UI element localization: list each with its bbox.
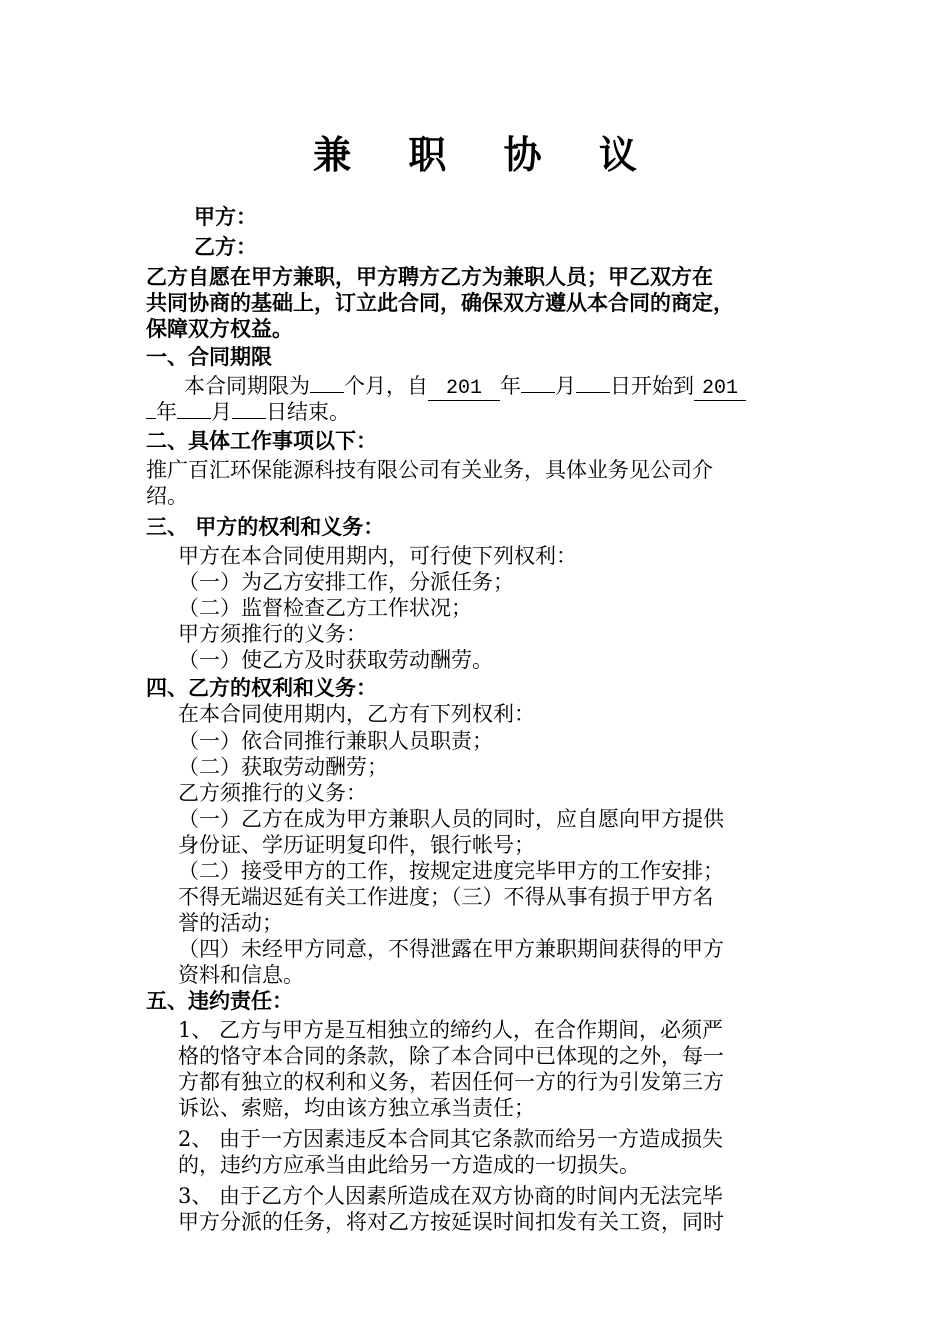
liability-line: 格的恪守本合同的条款，除了本合同中已体现的之外，每一 xyxy=(178,1044,724,1068)
party-a-label: 甲方： xyxy=(194,205,257,229)
party-b-line: （二）接受甲方的工作，按规定进度完毕甲方的工作安排； xyxy=(178,859,724,883)
party-b-line: 资料和信息。 xyxy=(178,963,304,987)
party-b-line: （二）获取劳动酬劳； xyxy=(178,755,388,779)
work-line: 推广百汇环保能源科技有限公司有关业务，具体业务见公司介 xyxy=(146,458,713,482)
party-b-line: 乙方须推行的义务： xyxy=(178,781,367,805)
end-year-blank: 201 xyxy=(694,378,746,401)
start-month-blank xyxy=(521,392,555,393)
end-year-blank-cont xyxy=(146,418,156,419)
liability-line: 甲方分派的任务，将对乙方按延误时间扣发有关工资，同时 xyxy=(178,1210,724,1234)
months-blank xyxy=(310,392,344,393)
work-line: 绍。 xyxy=(146,484,188,508)
party-b-line: （四）未经甲方同意，不得泄露在甲方兼职期间获得的甲方 xyxy=(178,937,724,961)
party-a-line: 甲方在本合同使用期内，可行使下列权利： xyxy=(178,544,577,568)
section-heading-term: 一、合同期限 xyxy=(146,345,272,369)
party-b-line: 身份证、学历证明复印件，银行帐号； xyxy=(178,833,535,857)
document-title: 兼 职 协 议 xyxy=(313,133,659,177)
term-line-1: 本合同期限为 个月，自 201 年 月 日开始到 201 xyxy=(184,373,746,401)
intro-line: 乙方自愿在甲方兼职，甲方聘方乙方为兼职人员；甲乙双方在 xyxy=(146,265,713,289)
end-month-blank xyxy=(177,418,211,419)
section-heading-work: 二、具体工作事项以下： xyxy=(146,429,377,453)
section-heading-liability: 五、违约责任： xyxy=(146,989,293,1013)
start-year-blank: 201 xyxy=(428,378,500,401)
term-line-2: 年 月 日结束。 xyxy=(146,399,350,425)
liability-line: 1、 乙方与甲方是互相独立的缔约人，在合作期间，必须严 xyxy=(178,1018,724,1042)
party-b-line: 不得无端迟延有关工作进度；（三）不得从事有损于甲方名 xyxy=(178,885,714,909)
liability-line: 2、 由于一方因素违反本合同其它条款而给另一方造成损失 xyxy=(178,1127,724,1151)
liability-line: 3、 由于乙方个人因素所造成在双方协商的时间内无法完毕 xyxy=(178,1184,724,1208)
party-b-line: （一）依合同推行兼职人员职责； xyxy=(178,729,493,753)
liability-line: 诉讼、索赔，均由该方独立承当责任； xyxy=(178,1096,535,1120)
party-a-line: （一）使乙方及时获取劳动酬劳。 xyxy=(178,648,493,672)
intro-line: 共同协商的基础上，订立此合同，确保双方遵从本合同的商定， xyxy=(146,291,734,315)
intro-line: 保障双方权益。 xyxy=(146,317,293,341)
liability-line: 方都有独立的权利和义务，若因任何一方的行为引发第三方 xyxy=(178,1070,724,1094)
party-a-line: （一）为乙方安排工作，分派任务； xyxy=(178,570,514,594)
party-b-line: 誉的活动； xyxy=(178,911,283,935)
party-b-line: 在本合同使用期内，乙方有下列权利： xyxy=(178,702,535,726)
liability-line: 的，违约方应承当由此给另一方造成的一切损失。 xyxy=(178,1153,640,1177)
section-heading-party-b: 四、乙方的权利和义务： xyxy=(146,676,377,700)
section-heading-party-a: 三、 甲方的权利和义务： xyxy=(146,515,385,539)
party-a-line: 甲方须推行的义务： xyxy=(178,622,367,646)
party-b-label: 乙方： xyxy=(194,235,257,259)
end-day-blank xyxy=(232,418,266,419)
party-a-line: （二）监督检查乙方工作状况； xyxy=(178,596,472,620)
start-day-blank xyxy=(576,392,610,393)
party-b-line: （一）乙方在成为甲方兼职人员的同时，应自愿向甲方提供 xyxy=(178,807,724,831)
